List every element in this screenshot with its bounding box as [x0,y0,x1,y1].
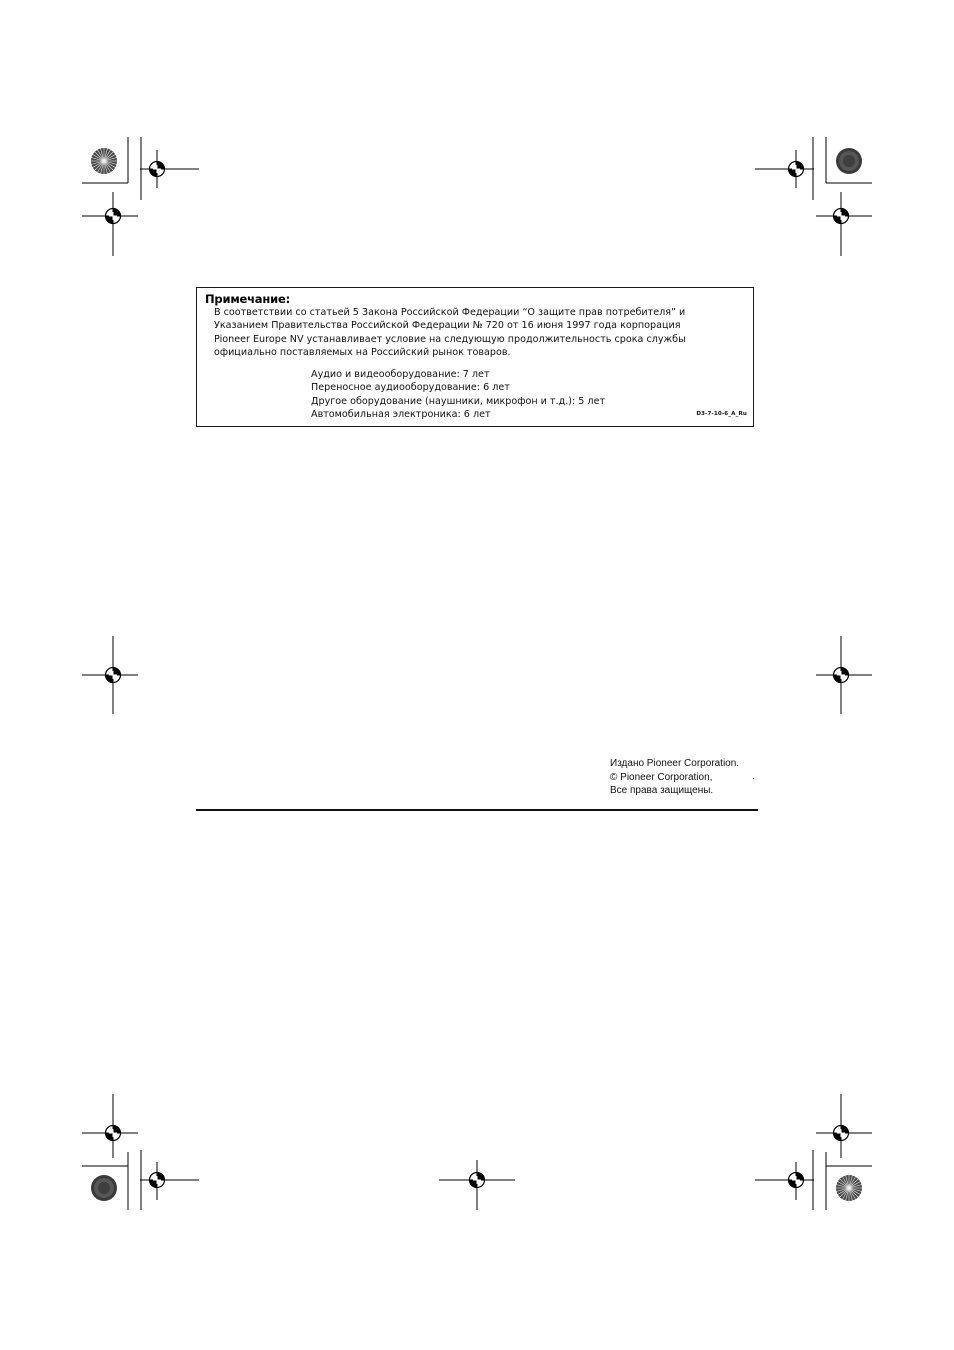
service-life-item: Переносное аудиооборудование: 6 лет [311,382,510,394]
note-line: В соответствии со статьей 5 Закона Российской Федерации “О защите прав потребителя” и [214,307,686,318]
note-line: Указанием Правительства Российской Федерации № 720 от 16 июня 1997 года корпорация [214,320,681,332]
service-life-list [311,368,605,421]
note-title: Примечание: [205,292,290,306]
horizontal-rule [196,809,758,811]
copyright-line-end: . [752,771,755,782]
service-life-item: Аудио и видеооборудование: 7 лет [311,369,490,380]
service-life-item: Другое оборудование (наушники, микрофон и т.д.): 5 лет [311,395,606,407]
rights-line: Все права защищены. [610,785,714,796]
publisher-block [610,757,755,798]
note-line: официально поставляемых на Российский рынок товаров. [214,346,511,358]
service-life-note-box [196,287,754,427]
service-life-item: Автомобильная электроника: 6 лет [311,408,491,420]
copyright-line: © Pioneer Corporation, [610,771,713,783]
note-paragraph [214,306,734,359]
document-code: D3-7-10-6_A_Ru [696,411,747,417]
note-line: Pioneer Europe NV устанавливает условие на следующую продолжительность срока службы [214,333,686,345]
publisher-line: Издано Pioneer Corporation. [610,758,740,769]
